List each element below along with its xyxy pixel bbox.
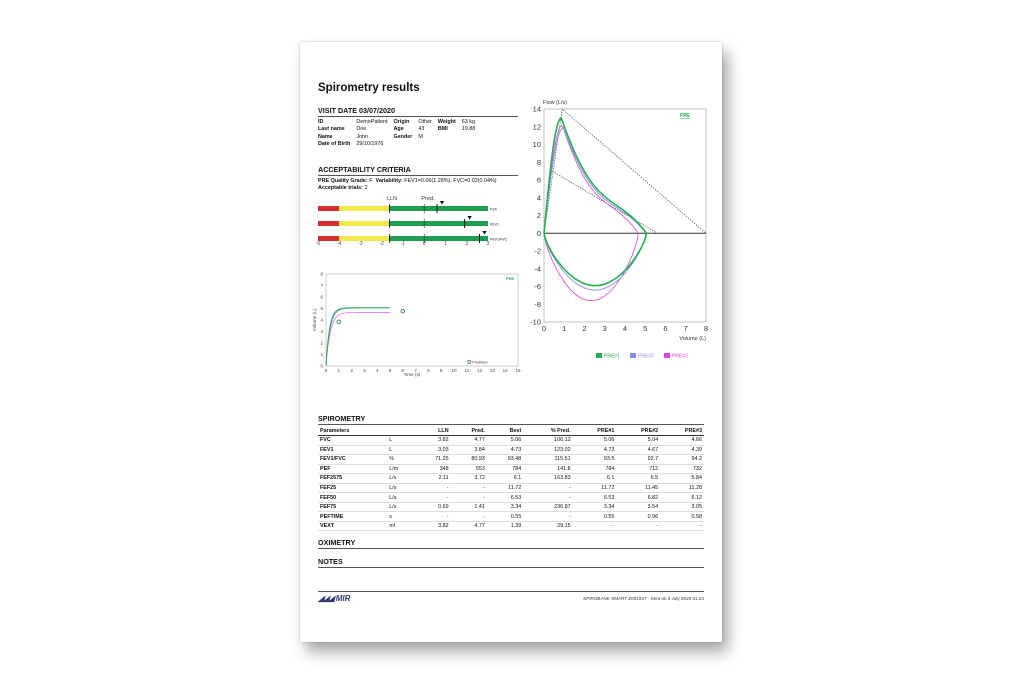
table-cell: 4.39 bbox=[660, 445, 704, 455]
fv-y-tick: 2 bbox=[536, 211, 541, 220]
id-value: DemoPatient bbox=[356, 119, 388, 125]
table-cell: L bbox=[387, 436, 414, 446]
table-cell: 6.53 bbox=[573, 493, 617, 503]
table-cell: - bbox=[451, 483, 487, 493]
table-cell: - bbox=[523, 493, 572, 503]
divider bbox=[318, 116, 518, 117]
zscore-tick: -1 bbox=[400, 241, 406, 247]
flow-volume-chart bbox=[526, 96, 722, 396]
lln-label: LLN bbox=[386, 196, 398, 202]
name-value: John bbox=[356, 133, 369, 140]
table-cell: 4.66 bbox=[660, 436, 704, 446]
table-cell: VEXT bbox=[318, 521, 387, 531]
zbar-label: FEV1/FVC bbox=[490, 237, 508, 242]
footer-divider bbox=[318, 591, 704, 592]
table-cell: 106.12 bbox=[523, 436, 572, 446]
vt-x-tick: 0 bbox=[324, 368, 328, 373]
table-cell: 3.54 bbox=[616, 502, 660, 512]
table-cell: 6.1 bbox=[573, 474, 617, 484]
oximetry-heading: OXIMETRY bbox=[318, 538, 356, 547]
table-cell: 5.06 bbox=[573, 436, 617, 446]
table-row bbox=[318, 493, 704, 503]
vt-predicted-fev1 bbox=[337, 320, 341, 324]
fv-loop-pre2 bbox=[544, 128, 646, 290]
vt-x-tick: 2 bbox=[350, 368, 353, 373]
fv-x-tick: 1 bbox=[562, 324, 567, 333]
vt-x-tick: 15 bbox=[515, 368, 521, 373]
dob-value: 29/10/1976 bbox=[356, 141, 384, 148]
vt-predicted-legend: Predicted bbox=[472, 360, 488, 365]
table-cell: FEF25 bbox=[318, 483, 387, 493]
vt-y-tick: 6 bbox=[320, 294, 323, 300]
vt-y-tick: 2 bbox=[320, 340, 323, 346]
page-title: Spirometry results bbox=[318, 82, 420, 94]
divider bbox=[318, 548, 704, 549]
table-cell: ml bbox=[387, 521, 414, 531]
fv-y-tick: 12 bbox=[532, 122, 541, 132]
table-cell: 4.77 bbox=[451, 436, 487, 446]
vt-curve-pre2 bbox=[326, 308, 390, 366]
table-cell: - bbox=[660, 521, 704, 531]
fv-x-tick: 7 bbox=[683, 324, 688, 333]
table-cell: 0.55 bbox=[487, 512, 523, 522]
table-cell: 5.04 bbox=[616, 436, 660, 446]
zbar-marker bbox=[440, 201, 444, 205]
table-cell: - bbox=[451, 493, 487, 503]
zbar-label: FVC bbox=[490, 207, 498, 212]
table-cell: 3.72 bbox=[451, 474, 487, 484]
variability-value: FEV1=0.06(1.28%), FVC=0.02(0.04%) bbox=[404, 178, 497, 184]
zscore-tick: -2 bbox=[379, 241, 384, 247]
zscore-tick: 2 bbox=[465, 241, 469, 247]
table-cell: L/s bbox=[387, 493, 414, 503]
divider bbox=[318, 175, 518, 176]
fv-x-tick: 0 bbox=[541, 324, 547, 333]
table-cell: 5.06 bbox=[487, 436, 523, 446]
vt-y-tick: 1 bbox=[320, 352, 323, 358]
weight-value: 63 kg bbox=[461, 119, 475, 125]
table-cell: L/m bbox=[387, 464, 414, 474]
zscore-tick: 1 bbox=[444, 241, 447, 247]
table-header-cell: Pred. bbox=[451, 427, 487, 436]
origin-label: Origin bbox=[393, 119, 410, 125]
table-cell: 71.25 bbox=[414, 455, 450, 465]
lastname-label: Last name bbox=[318, 126, 345, 133]
table-cell: - bbox=[573, 521, 617, 531]
lastname-value: Doe bbox=[356, 126, 367, 133]
table-header-cell: PRE#1 bbox=[573, 427, 617, 436]
table-cell: 784 bbox=[487, 464, 523, 474]
vt-predicted-legend-mark bbox=[468, 360, 471, 363]
table-cell: 6.53 bbox=[487, 493, 523, 503]
fv-x-tick: 6 bbox=[663, 324, 668, 333]
table-cell: 11.28 bbox=[660, 483, 704, 493]
fv-x-tick: 5 bbox=[643, 324, 648, 333]
fv-y-tick: 4 bbox=[536, 193, 541, 203]
name-label: Name bbox=[318, 133, 333, 140]
fv-y-tick: -8 bbox=[534, 299, 541, 309]
table-cell: 3.05 bbox=[660, 502, 704, 512]
table-cell: 11.72 bbox=[573, 483, 617, 493]
zscore-tick: -5 bbox=[315, 241, 321, 247]
vt-x-tick: 12 bbox=[477, 368, 483, 373]
vt-x-tick: 8 bbox=[427, 368, 430, 373]
pred-label: Pred. bbox=[421, 196, 435, 202]
notes-heading: NOTES bbox=[318, 557, 343, 566]
trials-label: Acceptable trials: bbox=[318, 185, 363, 191]
table-cell: 0.69 bbox=[414, 502, 450, 512]
vt-x-tick: 10 bbox=[451, 368, 457, 373]
vt-y-tick: 8 bbox=[320, 271, 323, 277]
acceptability-heading: ACCEPTABILITY CRITERIA bbox=[318, 165, 411, 174]
zscore-tick: 3 bbox=[486, 241, 490, 247]
vt-y-tick: 0 bbox=[320, 363, 323, 369]
table-cell: s bbox=[387, 512, 414, 522]
fv-y-tick: -2 bbox=[534, 246, 541, 256]
zbar-yellow-zone bbox=[339, 221, 389, 226]
table-cell: PEFTIME bbox=[318, 512, 387, 522]
fv-x-tick: 4 bbox=[622, 324, 628, 333]
table-row bbox=[318, 483, 704, 493]
fv-x-label: Volume (L) bbox=[679, 336, 706, 342]
table-cell: FEF75 bbox=[318, 502, 387, 512]
table-cell: 4.77 bbox=[451, 521, 487, 531]
table-cell: 141.8 bbox=[523, 464, 572, 474]
table-cell: 4.73 bbox=[573, 445, 617, 455]
table-cell: 6.82 bbox=[616, 493, 660, 503]
fv-x-tick: 3 bbox=[602, 324, 607, 333]
table-cell: PEF bbox=[318, 464, 387, 474]
table-cell: 6.1 bbox=[487, 474, 523, 484]
table-cell: 94.2 bbox=[660, 455, 704, 465]
table-cell: - bbox=[451, 512, 487, 522]
gender-value: M bbox=[418, 133, 423, 140]
age-label: Age bbox=[393, 126, 404, 133]
vt-x-tick: 6 bbox=[401, 368, 405, 373]
table-header-cell: PRE#3 bbox=[660, 427, 704, 436]
table-cell: 553 bbox=[451, 464, 487, 474]
mir-logo: ◢◢◢ MIR bbox=[318, 594, 351, 603]
visit-date-heading: VISIT DATE 03/07/2020 bbox=[318, 106, 395, 115]
footer-device: SPIROBANK SMART Z001947 · Sent on 3 July 2020 01:24 bbox=[583, 596, 704, 601]
table-cell: 93.5 bbox=[573, 455, 617, 465]
table-cell: 92.7 bbox=[616, 455, 660, 465]
zbar-red-zone bbox=[318, 221, 339, 226]
fv-predicted-triangle bbox=[544, 109, 706, 233]
table-row bbox=[318, 512, 704, 522]
table-cell: 784 bbox=[573, 464, 617, 474]
patient-info bbox=[318, 119, 481, 149]
fv-x-tick: 8 bbox=[703, 324, 709, 333]
table-cell: - bbox=[616, 521, 660, 531]
zbar-green-zone bbox=[389, 221, 488, 226]
table-cell: 236.87 bbox=[523, 502, 572, 512]
table-cell: 11.72 bbox=[487, 483, 523, 493]
table-cell: 3.82 bbox=[414, 436, 450, 446]
vt-y-tick: 5 bbox=[320, 306, 323, 312]
table-cell: L/s bbox=[387, 474, 414, 484]
vt-legend: PRE bbox=[506, 276, 515, 281]
vt-x-tick: 3 bbox=[363, 368, 366, 373]
table-cell: 348 bbox=[414, 464, 450, 474]
bmi-value: 19.88 bbox=[461, 126, 476, 133]
fv-y-tick: 10 bbox=[532, 140, 541, 149]
table-cell: 163.83 bbox=[523, 474, 572, 484]
grade-value: F bbox=[369, 178, 373, 184]
report-page bbox=[300, 42, 722, 642]
vt-y-tick: 3 bbox=[320, 329, 323, 335]
table-cell: 1.41 bbox=[451, 502, 487, 512]
fv-y-tick: -6 bbox=[534, 282, 541, 291]
table-cell: 5.84 bbox=[660, 474, 704, 484]
table-cell: L/s bbox=[387, 502, 414, 512]
zscore-tick: 0 bbox=[422, 241, 426, 247]
weight-label: Weight bbox=[437, 119, 456, 125]
table-cell: 80.93 bbox=[451, 455, 487, 465]
vt-frame bbox=[326, 274, 518, 366]
table-cell: 3.34 bbox=[573, 502, 617, 512]
table-cell: 93.48 bbox=[487, 455, 523, 465]
fv-trial-label: PRE#2 bbox=[638, 353, 654, 360]
gender-label: Gender bbox=[393, 133, 413, 140]
table-header-cell: Best bbox=[487, 427, 523, 436]
table-row bbox=[318, 474, 704, 484]
table-header-cell bbox=[387, 427, 414, 436]
table-row bbox=[318, 502, 704, 512]
vt-x-tick: 14 bbox=[502, 368, 508, 373]
vt-x-tick: 5 bbox=[388, 368, 392, 373]
origin-value: Other bbox=[418, 119, 432, 125]
table-cell: 3.03 bbox=[414, 445, 450, 455]
table-row bbox=[318, 464, 704, 474]
table-cell: % bbox=[387, 455, 414, 465]
table-cell: 29.15 bbox=[523, 521, 572, 531]
divider bbox=[318, 567, 704, 568]
fv-y-tick: -10 bbox=[530, 317, 541, 327]
table-cell: FEV1/FVC bbox=[318, 455, 387, 465]
vt-x-tick: 9 bbox=[439, 368, 443, 373]
fv-y-tick: 0 bbox=[536, 228, 541, 238]
table-cell: 0.96 bbox=[616, 512, 660, 522]
variability-label: Variability: bbox=[375, 178, 403, 184]
table-cell: - bbox=[414, 512, 450, 522]
fv-trial-swatch bbox=[596, 353, 602, 358]
table-cell: L/s bbox=[387, 483, 414, 493]
table-cell: 4.67 bbox=[616, 445, 660, 455]
table-cell: 3.34 bbox=[487, 502, 523, 512]
fv-legend: PRE bbox=[680, 113, 691, 119]
fv-y-tick: 8 bbox=[536, 157, 541, 167]
table-cell: FEF2575 bbox=[318, 474, 387, 484]
fv-y-tick: -4 bbox=[534, 264, 541, 274]
zbar-label: FEV1 bbox=[490, 222, 499, 227]
vt-curve-pre1 bbox=[326, 308, 390, 366]
table-cell: 115.51 bbox=[523, 455, 572, 465]
table-row bbox=[318, 436, 704, 446]
table-cell: 0.58 bbox=[660, 512, 704, 522]
table-cell: 712 bbox=[616, 464, 660, 474]
zscore-chart bbox=[314, 192, 520, 248]
zbar-marker bbox=[482, 231, 486, 235]
divider bbox=[318, 424, 704, 425]
fv-loop-pre1 bbox=[544, 118, 647, 286]
fv-trial-label: PRE#1 bbox=[604, 353, 620, 360]
table-cell: 3.84 bbox=[451, 445, 487, 455]
table-cell: 6.12 bbox=[660, 493, 704, 503]
zbar-marker bbox=[467, 216, 471, 220]
table-cell: - bbox=[414, 483, 450, 493]
table-cell: - bbox=[414, 493, 450, 503]
table-cell: - bbox=[523, 483, 572, 493]
table-cell: FEF50 bbox=[318, 493, 387, 503]
zscore-tick: -4 bbox=[337, 241, 342, 247]
table-row bbox=[318, 445, 704, 455]
table-cell: 4.73 bbox=[487, 445, 523, 455]
table-header-cell: % Pred. bbox=[523, 427, 572, 436]
volume-time-chart bbox=[308, 270, 523, 382]
fv-trial-label: PRE#3 bbox=[672, 353, 688, 360]
table-cell: L bbox=[387, 445, 414, 455]
fv-y-tick: 14 bbox=[532, 104, 541, 114]
table-cell: FEV1 bbox=[318, 445, 387, 455]
table-header-cell: Parameters bbox=[318, 427, 387, 436]
dob-label: Date of Birth bbox=[318, 141, 351, 148]
zbar-yellow-zone bbox=[339, 206, 389, 211]
vt-x-tick: 11 bbox=[464, 368, 470, 373]
bmi-label: BMI bbox=[437, 126, 448, 133]
fv-y-tick: 6 bbox=[536, 175, 541, 185]
table-row bbox=[318, 455, 704, 465]
table-cell: 123.02 bbox=[523, 445, 572, 455]
vt-x-tick: 13 bbox=[489, 368, 495, 373]
table-header-cell: LLN bbox=[414, 427, 450, 436]
logo-text: MIR bbox=[335, 594, 351, 603]
vt-curve-pre3 bbox=[326, 312, 390, 366]
table-cell: 11.45 bbox=[616, 483, 660, 493]
fv-x-tick: 2 bbox=[582, 324, 587, 333]
id-label: ID bbox=[318, 119, 324, 125]
vt-x-tick: 4 bbox=[375, 368, 379, 373]
vt-y-tick: 4 bbox=[320, 317, 323, 323]
table-header-cell: PRE#2 bbox=[616, 427, 660, 436]
fv-trial-swatch bbox=[664, 353, 670, 358]
zscore-tick: -3 bbox=[358, 241, 363, 247]
age-value: 43 bbox=[418, 126, 425, 133]
vt-x-label: Time (s) bbox=[403, 372, 421, 377]
fv-trial-swatch bbox=[630, 353, 636, 358]
zbar-green-zone bbox=[389, 206, 488, 211]
vt-y-label: Volume (L) bbox=[312, 308, 317, 332]
zbar-red-zone bbox=[318, 206, 339, 211]
table-cell: 2.11 bbox=[414, 474, 450, 484]
vt-predicted-fvc bbox=[401, 309, 405, 313]
grade-label: PRE Quality Grade: bbox=[318, 178, 368, 184]
spirometry-heading: SPIROMETRY bbox=[318, 414, 366, 423]
table-cell: 6.5 bbox=[616, 474, 660, 484]
fv-y-label: Flow (L/s) bbox=[543, 100, 568, 106]
table-cell: - bbox=[523, 512, 572, 522]
table-cell: 1.39 bbox=[487, 521, 523, 531]
spirometry-table bbox=[318, 427, 704, 531]
table-row bbox=[318, 521, 704, 531]
table-cell: 0.55 bbox=[573, 512, 617, 522]
table-cell: FVC bbox=[318, 436, 387, 446]
trials-value: 2 bbox=[364, 185, 368, 191]
vt-x-tick: 1 bbox=[337, 368, 341, 373]
vt-y-tick: 7 bbox=[320, 283, 323, 289]
vt-x-tick: 7 bbox=[414, 368, 417, 373]
table-cell: 3.82 bbox=[414, 521, 450, 531]
table-cell: 732 bbox=[660, 464, 704, 474]
